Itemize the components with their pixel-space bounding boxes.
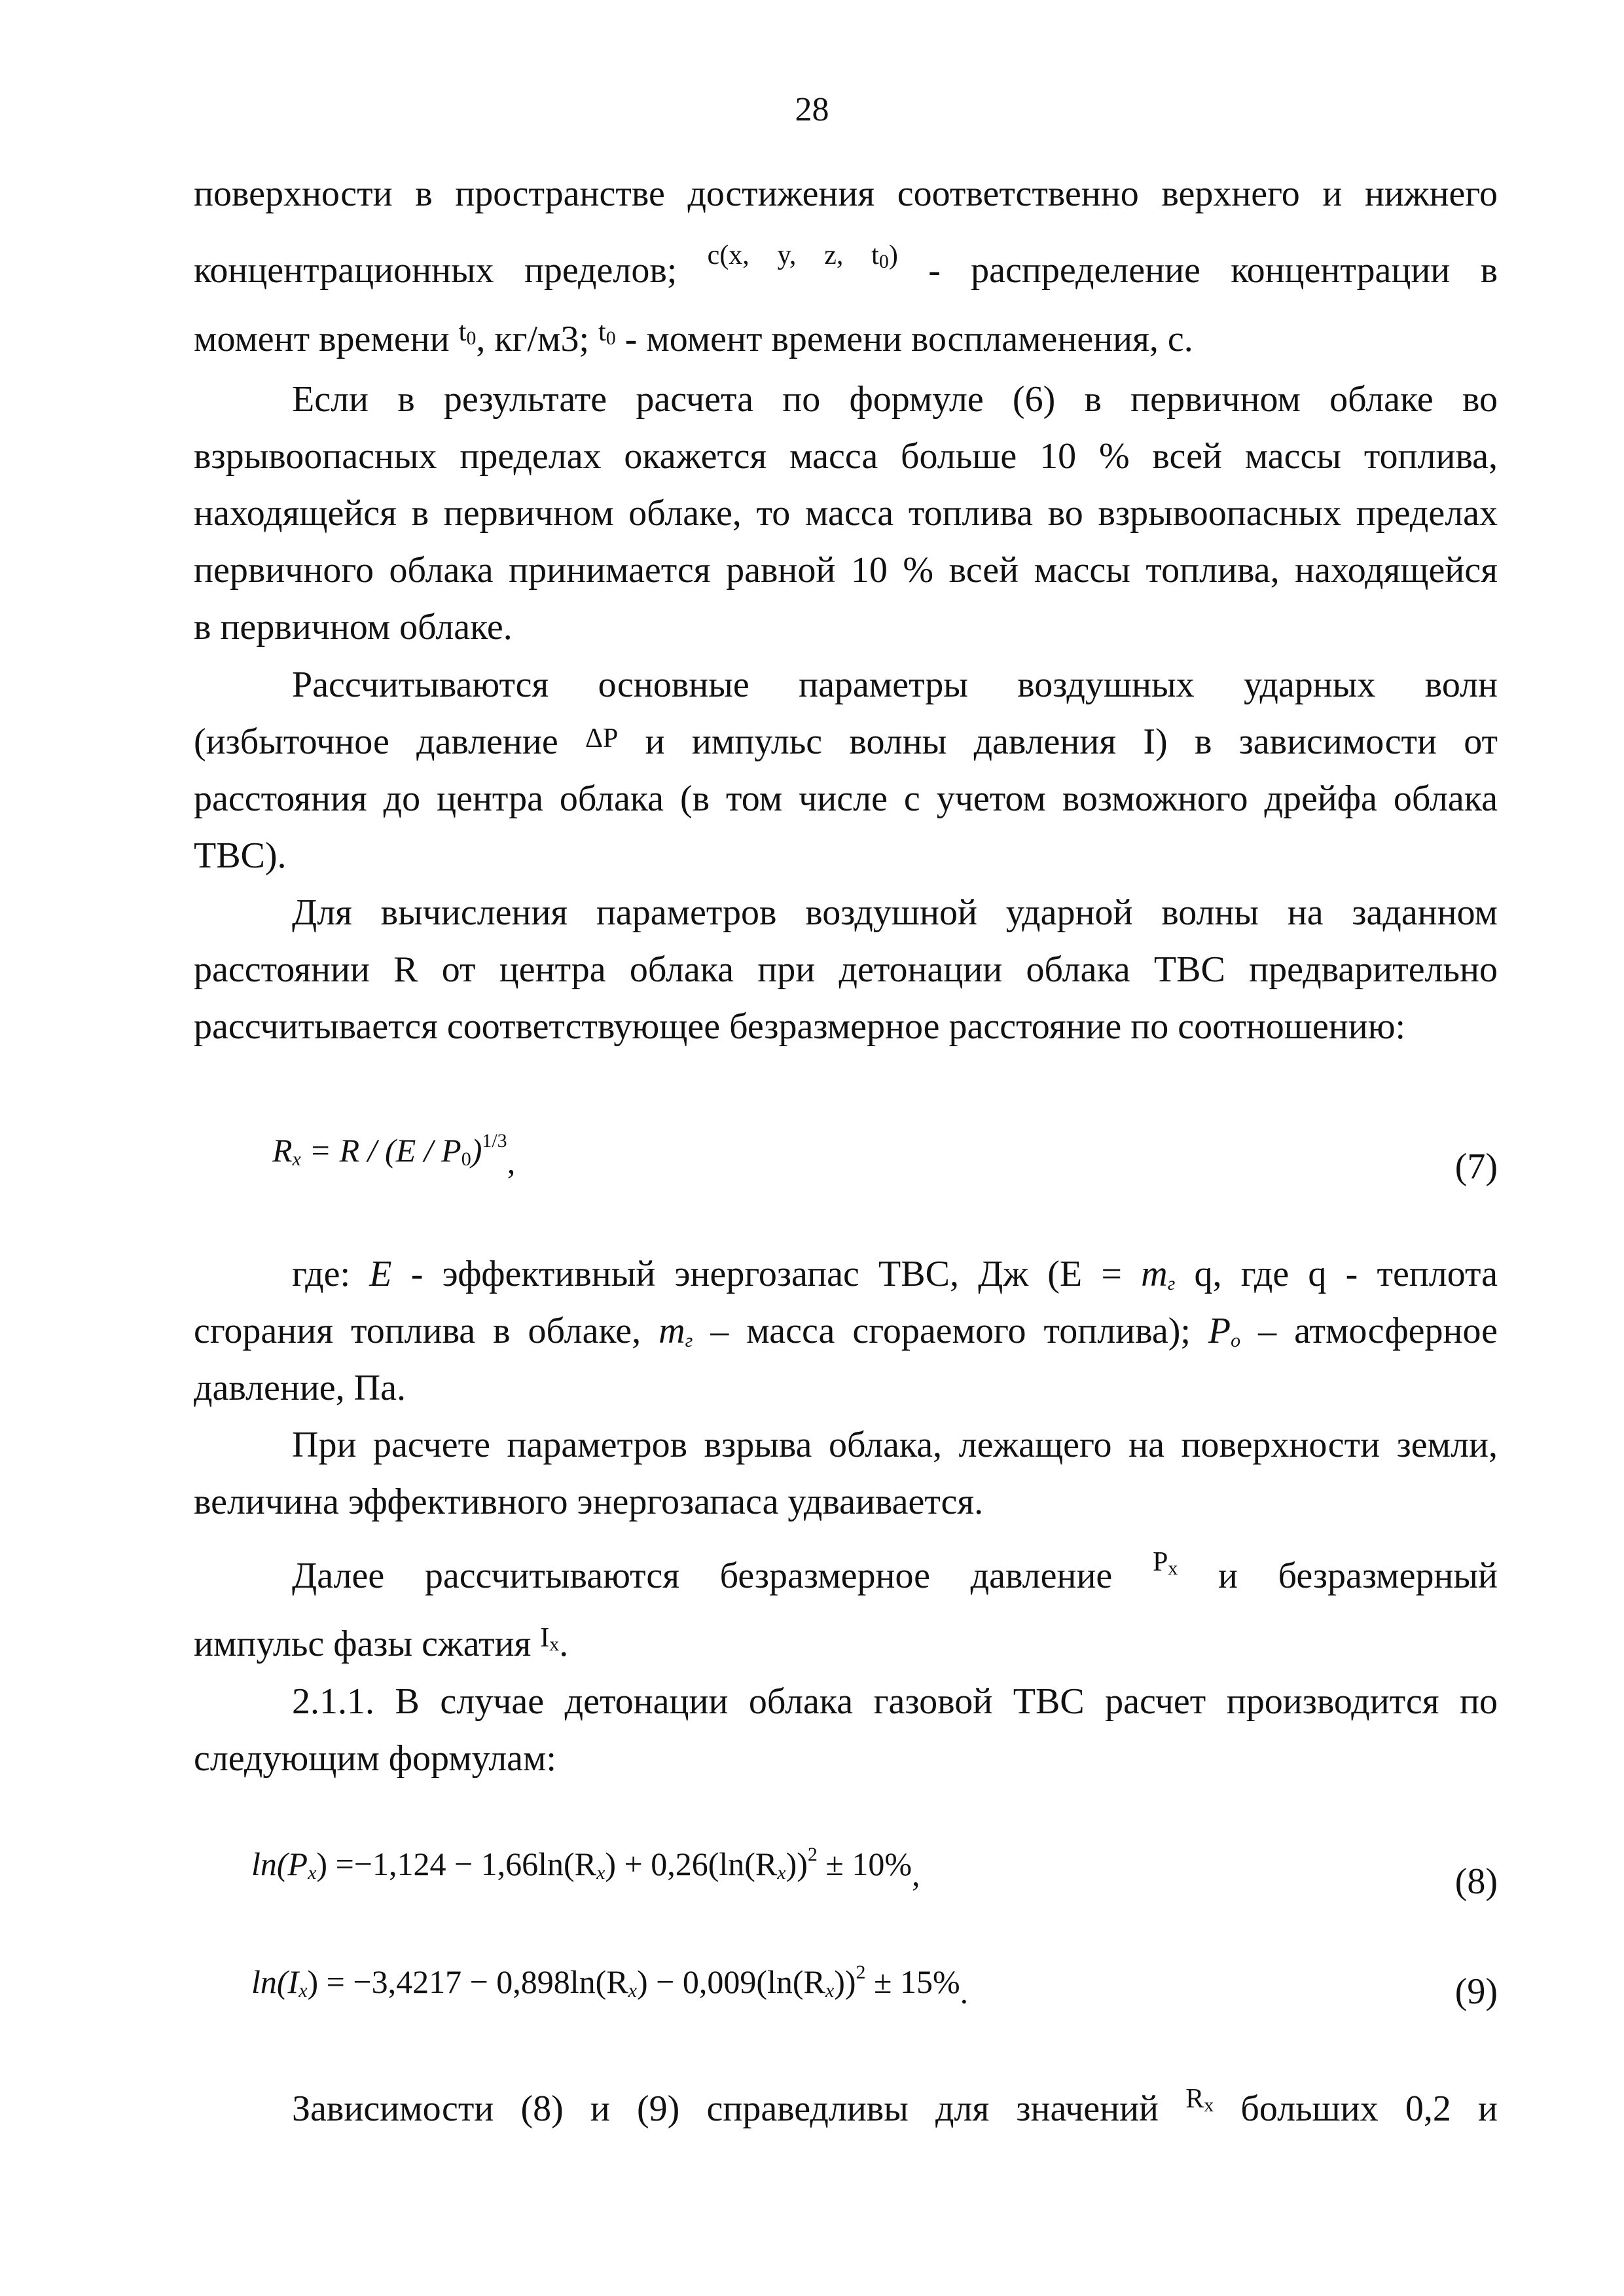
paragraph-2-line-1: Если в результате расчета по формуле (6) в первичном облаке во [292, 379, 1498, 420]
time-symbol: t0 [598, 317, 616, 349]
distance-symbol: Rx [1185, 2084, 1214, 2116]
paragraph-3-line-4: ТВС). [194, 835, 287, 876]
equation-8: $\ln(P_x) =-1,124 - 1,66\ln(R_x) + 0,26(\ln(R_x))^2 \pm 10\%$, [251, 1844, 920, 1893]
paragraph-9-line-1: Зависимости (8) и (9) справедливы для значений $^{R_x}$ больших 0,2 и [292, 2084, 1498, 2129]
paragraph-2-line-5: в первичном облаке. [194, 607, 513, 647]
paragraph-2-line-3: находящейся в первичном облаке, то масса топлива во взрывоопасных пределах [194, 493, 1498, 534]
paragraph-2-line-2: взрывоопасных пределах окажется масса больше 10 % всей массы топлива, [194, 436, 1498, 477]
page-number: 28 [795, 91, 829, 128]
paragraph-6-line-1: При расчете параметров взрыва облака, лежащего на поверхности земли, [292, 1425, 1498, 1465]
pressure-symbol: Px [1152, 1547, 1178, 1579]
paragraph-2-line-4: первичного облака принимается равной 10 % всей массы топлива, находящейся [194, 550, 1498, 591]
paragraph-4-line-2: расстоянии R от центра облака при детонации облака ТВС предварительно [194, 949, 1498, 990]
paragraph-3-line-3: расстояния до центра облака (в том числе с учетом возможного дрейфа облака [194, 778, 1498, 819]
delta-p-symbol: ΔP [585, 723, 619, 754]
text-fragment: - распределение концентрации в [928, 250, 1498, 291]
paragraph-8-line-1: 2.1.1. В случае детонации облака газовой ТВС расчет производится по [292, 1681, 1498, 1722]
impulse-symbol: Ix [540, 1623, 560, 1655]
paragraph-1-line-2 [194, 240, 1498, 291]
paragraph-4-line-1: Для вычисления параметров воздушной ударной волны на заданном [292, 892, 1498, 933]
paragraph-3-line-2: (избыточное давление ΔP и импульс волны давления I) в зависимости от [194, 721, 1498, 762]
equation-9: $\ln(I_x) = -3,4217 - 0,898\ln(R_x) - 0,009(\ln(R_x))^2 \pm 15\%$. [251, 1961, 969, 2011]
equation-7-number: (7) [1454, 1146, 1498, 1187]
paragraph-7-line-2: импульс фазы сжатия $^{I_x}$. [194, 1623, 569, 1664]
concentration-function-symbol: c(x, y, z, t0) [707, 240, 898, 272]
paragraph-6-line-2: величина эффективного энергозапаса удваивается. [194, 1482, 984, 1522]
paragraph-4-line-3: рассчитывается соответствующее безразмерное расстояние по соотношению: [194, 1006, 1406, 1047]
paragraph-5-line-3: давление, Па. [194, 1368, 406, 1408]
time-symbol: t0 [458, 317, 477, 349]
text-fragment: концентрационных пределов; [194, 250, 677, 291]
paragraph-5-line-1: где: E - эффективный энергозапас ТВС, Дж ($Е = m_г$ q, где q - теплота [292, 1254, 1498, 1294]
equation-9-number: (9) [1454, 1971, 1498, 2012]
equation-8-number: (8) [1454, 1861, 1498, 1902]
paragraph-7-line-1: Далее рассчитываются безразмерное давление $^{P_x}$ и безразмерный [292, 1547, 1498, 1596]
equation-7: $R_x = R / (E / P_0)^{1/3}$, [272, 1130, 516, 1180]
paragraph-1-line-3: момент времени $^{t_0}$, кг/м3; $^{t_0}$ - момент времени воспламенения, с. [194, 317, 1193, 359]
paragraph-5-line-2: сгорания топлива в облаке, $m_г$ – масса сгораемого топлива); $P_o$ – атмосферное [194, 1311, 1498, 1351]
paragraph-1-line-1: поверхности в пространстве достижения соответственно верхнего и нижнего [194, 173, 1498, 214]
paragraph-3-line-1: Рассчитываются основные параметры воздушных ударных волн [292, 665, 1498, 705]
paragraph-8-line-2: следующим формулам: [194, 1738, 556, 1779]
